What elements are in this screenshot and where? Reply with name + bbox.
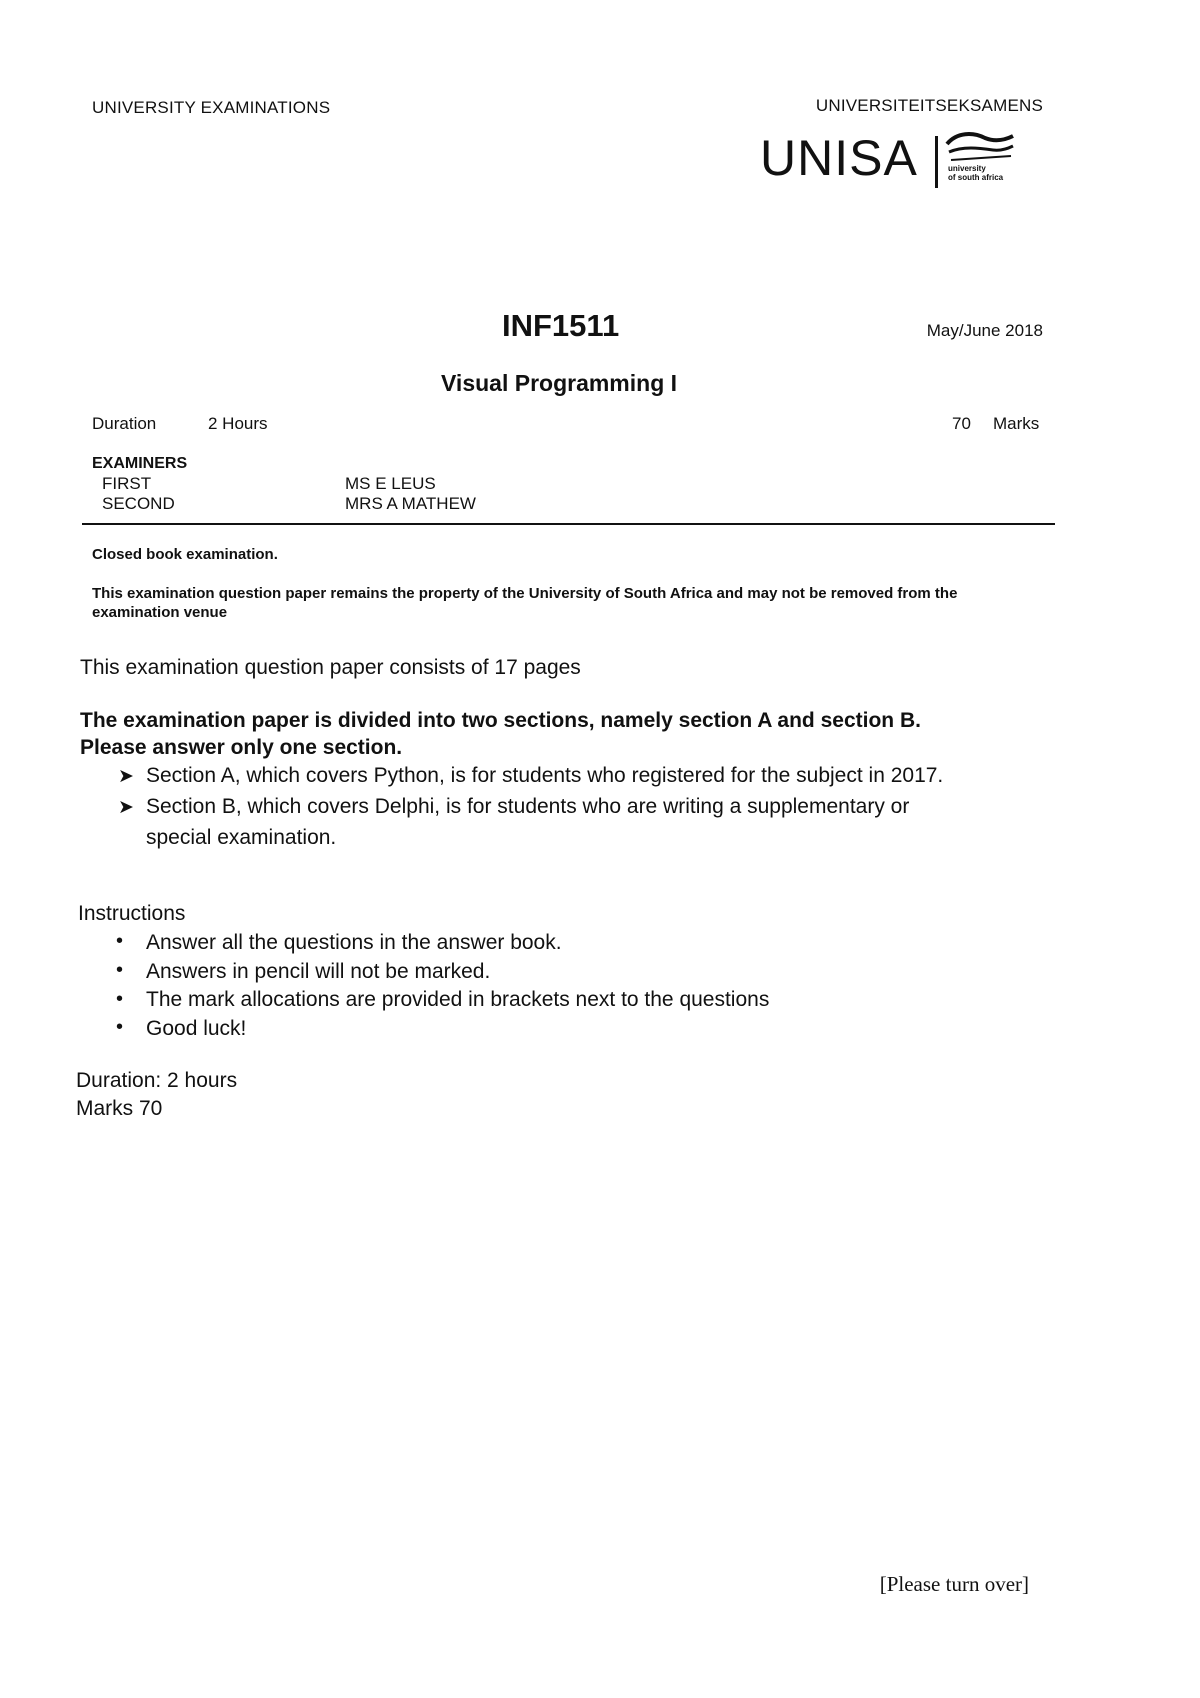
logo-subtitle-1: university xyxy=(948,164,986,173)
logo-wordmark: UNISA xyxy=(760,130,918,186)
course-code: INF1511 xyxy=(502,308,620,343)
summary-duration: Duration: 2 hours xyxy=(76,1069,238,1092)
bullet-icon: • xyxy=(116,1016,124,1038)
duration-value: 2 Hours xyxy=(208,414,268,433)
closed-book-note: Closed book examination. xyxy=(92,546,278,563)
instruction-item: The mark allocations are provided in brackets next to the questions xyxy=(146,988,770,1011)
summary-marks: Marks 70 xyxy=(76,1097,163,1120)
arrow-bullet-icon: ➤ xyxy=(118,797,134,818)
exam-date: May/June 2018 xyxy=(926,321,1043,340)
header-right: UNIVERSITEITSEKSAMENS xyxy=(815,96,1043,115)
bullet-icon: • xyxy=(116,959,124,981)
section-a-item: Section A, which covers Python, is for students who registered for the subject in 2017. xyxy=(146,764,944,787)
examiners-heading: EXAMINERS xyxy=(92,455,188,472)
logo-swoosh-icon xyxy=(945,130,1015,164)
marks-value: 70 xyxy=(952,414,971,433)
bullet-icon: • xyxy=(116,988,124,1010)
bullet-icon: • xyxy=(116,930,124,952)
header-left: UNIVERSITY EXAMINATIONS xyxy=(92,98,331,117)
arrow-bullet-icon: ➤ xyxy=(118,766,134,787)
property-note: This examination question paper remains the property of the University of South Africa and may not be removed from the examination venue xyxy=(92,585,958,621)
instruction-item: Answer all the questions in the answer book. xyxy=(146,931,562,954)
instruction-item: Good luck! xyxy=(146,1017,247,1040)
unisa-logo xyxy=(760,130,1060,196)
duration-label: Duration xyxy=(92,414,157,433)
marks-label: Marks xyxy=(993,414,1040,433)
page-count-line: This examination question paper consists of 17 pages xyxy=(80,656,581,679)
logo-subtitle-2: of south africa xyxy=(948,173,1004,182)
examiner-second-name: MRS A MATHEW xyxy=(345,494,476,513)
header-divider xyxy=(82,523,1055,525)
section-b-item: Section B, which covers Delphi, is for students who are writing a supplementary or xyxy=(146,795,910,818)
course-title: Visual Programming I xyxy=(441,370,678,396)
instruction-item: Answers in pencil will not be marked. xyxy=(146,960,491,983)
please-turn-over: [Please turn over] xyxy=(879,1572,1029,1596)
examiner-second-label: SECOND xyxy=(102,494,175,513)
instructions-heading: Instructions xyxy=(78,902,186,925)
sections-instruction: Please answer only one section. xyxy=(80,736,403,759)
logo-divider xyxy=(935,136,938,188)
examiner-first-name: MS E LEUS xyxy=(345,474,436,493)
examiner-first-label: FIRST xyxy=(102,474,152,493)
section-b-item-continued: special examination. xyxy=(146,826,337,849)
sections-intro: The examination paper is divided into two sections, namely section A and section B. xyxy=(80,709,921,732)
